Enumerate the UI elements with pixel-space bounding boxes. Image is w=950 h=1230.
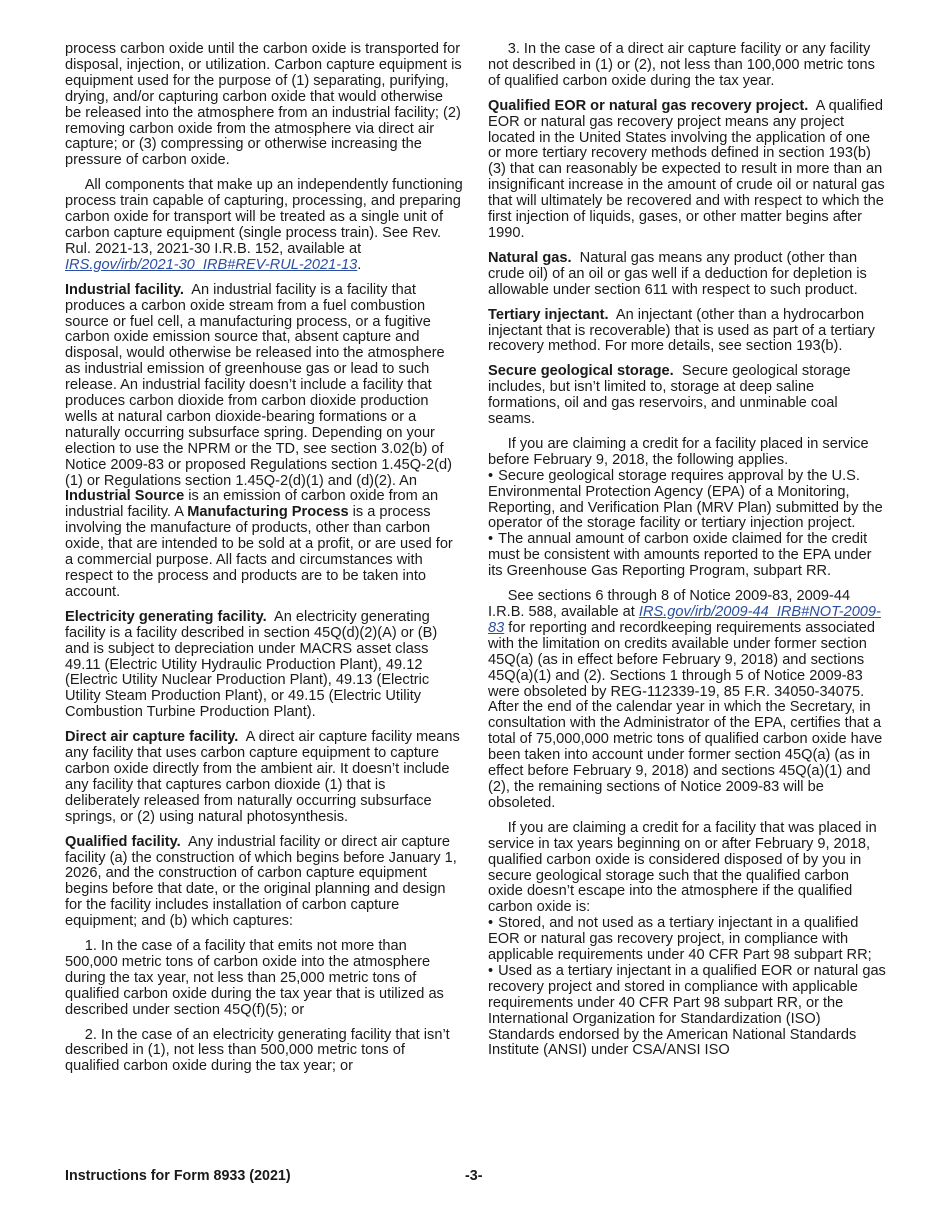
electricity-facility-paragraph: Electricity generating facility. An electricity generating facility is a facility described in section 45Q(d)(2)(A) or (B) and is subject to depreciation under MACRS asset class 49.11 (Electric Utility Hydraulic Production Plant), 49.12 (Electric Utility Nuclear Production Plant), 49.13 (Electric Utility Steam Production Plant), or 49.15 (Electric Utility Combustion Turbine Production Plant). bbox=[65, 608, 438, 721]
industrial-source-term: Industrial Source bbox=[65, 488, 185, 505]
direct-air-capture-paragraph: Direct air capture facility. A direct air capture facility means any facility that uses carbon capture equipment to capture carbon oxide directly from the ambient air. It doesn’t include any facility that captures carbon dioxide (1) that is deliberately released from naturally occurring subsurface springs, or (2) using natural photosynthesis. bbox=[65, 729, 460, 825]
manufacturing-process-term: Manufacturing Process bbox=[187, 504, 349, 521]
secure-storage-paragraph: Secure geological storage. Secure geological storage includes, but isn’t limited to, storage at deep saline formations, oil and gas reservoirs, and unminable coal seams. bbox=[488, 363, 851, 428]
form-title: Instructions for Form 8933 (2021) bbox=[65, 1168, 291, 1184]
industrial-facility-heading: Industrial facility. bbox=[65, 281, 184, 298]
eor-heading: Qualified EOR or natural gas recovery project. bbox=[488, 97, 809, 114]
page-number: -3- bbox=[465, 1168, 483, 1184]
bullet-mrv-plan: • Secure geological storage requires approval by the U.S. Environmental Protection Agency (EPA) of a Monitoring, Reporting, and Verification Plan (MRV Plan) submitted by the operator of the storage facility or tertiary injection project. bbox=[488, 469, 886, 533]
right-column bbox=[488, 42, 886, 1059]
after-2018-intro: If you are claiming a credit for a facility that was placed in service in tax years beginning on or after February 9, 2018, qualified carbon oxide is considered disposed of by you in secure geological storage such that the qualified carbon oxide doesn’t escape into the atmosphere if the qualified carbon oxide is: bbox=[488, 819, 877, 916]
qualified-item-3: 3. In the case of a direct air capture facility or any facility not described in (1) or (2), not less than 100,000 metric tons of qualified carbon oxide during the tax year. bbox=[488, 41, 875, 89]
eor-paragraph: Qualified EOR or natural gas recovery project. A qualified EOR or natural gas recovery project means any project located in the United States involving the application of one or more tertiary recovery methods defined in section 193(b)(3) that can reasonably be expected to result in more than an insignificant increase in the amount of crude oil or natural gas that will ultimately be recovered and with respect to which the first injection of liquids, gases, or other matter begins after 1990. bbox=[488, 97, 885, 241]
single-process-train-paragraph: All components that make up an independently functioning process train capable of capturing, processing, and preparing carbon oxide for transport will be treated as a single unit of carbon capture equipment (single process train). See Rev. Rul. 2021-13, 2021-30 I.R.B. 152, available at IRS.gov/irb/2021-30_IRB#REV-RUL-2021-13. bbox=[65, 177, 463, 273]
natural-gas-heading: Natural gas. bbox=[488, 249, 572, 266]
industrial-facility-paragraph: Industrial facility. An industrial facility is a facility that produces a carbon oxide stream from a fuel combustion source or fuel cell, a manufacturing process, or a fugitive carbon oxide emission source that, absent capture and disposal, would otherwise be released into the atmosphere as industrial emission of greenhouse gas or lead to such release. An industrial facility doesn’t include a facility that produces carbon dioxide from carbon dioxide production wells at natural carbon dioxide-bearing formations or a naturally occurring subsurface spring. Depending on your election to use the NPRM or the TD, see section 3.02(b) of Notice 2009-83 or proposed Regulations section 1.45Q-2(d)(1) or Regulations section 1.45Q-2(d)(1) and (d)(2). An Industrial Source is an emission of carbon oxide from an industrial facility. A Manufacturing Process is a process involving the manufacture of products, other than carbon oxide, that are intended to be sold at a profit, or are used for a commercial purpose. All facts and circumstances with respect to the process and products are to be taken into account. bbox=[65, 281, 453, 600]
bullet-tertiary-injectant: • Used as a tertiary injectant in a qualified EOR or natural gas recovery project and stored in compliance with applicable requirements under 40 CFR Part 98 subpart RR, or the International Organization for Standardization (ISO) Standards endorsed by the American National Standards Institute (ANSI) under CSA/ANSI ISO bbox=[488, 964, 886, 1059]
secure-storage-heading: Secure geological storage. bbox=[488, 363, 674, 380]
tertiary-injectant-heading: Tertiary injectant. bbox=[488, 306, 609, 323]
qualified-item-2: 2. In the case of an electricity generating facility that isn’t described in (1), not less than 500,000 metric tons of qualified carbon oxide during the tax year; or bbox=[65, 1026, 450, 1075]
qualified-facility-heading: Qualified facility. bbox=[65, 833, 181, 850]
page-footer bbox=[65, 1168, 886, 1184]
qualified-facility-paragraph: Qualified facility. Any industrial facility or direct air capture facility (a) the construction of which begins before January 1, 2026, and the construction of carbon capture equipment begins before that date, or the original planning and design for the facility includes installation of carbon capture equipment; and (b) which captures: bbox=[65, 833, 457, 930]
carbon-capture-paragraph: process carbon oxide until the carbon oxide is transported for disposal, injection, or utilization. Carbon capture equipment is equipment used for the purpose of (1) separating, purifying, drying, and/or capturing carbon oxide that would otherwise be released into the atmosphere from an industrial facility; (2) removing carbon oxide from the atmosphere via direct air capture; or (3) compressing or otherwise increasing the pressure of carbon oxide. bbox=[65, 41, 462, 169]
bullet-stored: • Stored, and not used as a tertiary injectant in a qualified EOR or natural gas recovery project, in compliance with applicable requirements under 40 CFR Part 98 subpart RR; bbox=[488, 916, 886, 964]
qualified-item-1: 1. In the case of a facility that emits not more than 500,000 metric tons of carbon oxide into the atmosphere during the tax year, not less than 25,000 metric tons of qualified carbon oxide during the tax year that is utilized as described under section 45Q(f)(5); or bbox=[65, 938, 444, 1018]
notice-link[interactable]: IRS.gov/irb/2009-44_IRB#NOT-2009-83 bbox=[488, 604, 881, 636]
left-column bbox=[65, 42, 463, 1084]
before-2018-intro: If you are claiming a credit for a facility placed in service before February 9, 2018, the following applies. bbox=[488, 435, 869, 468]
notice-2009-83-paragraph: See sections 6 through 8 of Notice 2009-83, 2009-44 I.R.B. 588, available at IRS.gov/irb/2009-44_IRB#NOT-2009-83 for reporting and recordkeeping requirements associated with the limitation on credits available under former section 45Q(a) (as in effect before February 9, 2018) and sections 45Q(a)(1) and (2). Sections 1 through 5 of Notice 2009-83 were obsoleted by REG-112339-19, 85 F.R. 34050-34075. After the end of the calendar year in which the Secretary, in consultation with the Administrator of the EPA, certifies that a total of 75,000,000 metric tons of qualified carbon oxide have been taken into account under former section 45Q(a) (as in effect before February 9, 2018) and sections 45Q(a)(1) and (2), the remaining sections of Notice 2009-83 will be obsoleted. bbox=[488, 588, 883, 811]
natural-gas-paragraph: Natural gas. Natural gas means any product (other than crude oil) of an oil or gas well if a deduction for depletion is allowable under section 611 with respect to such product. bbox=[488, 249, 867, 298]
bullet-annual-amount: • The annual amount of carbon oxide claimed for the credit must be consistent with amounts reported to the EPA under its Greenhouse Gas Reporting Program, subpart RR. bbox=[488, 532, 886, 580]
direct-air-capture-heading: Direct air capture facility. bbox=[65, 729, 239, 746]
rev-rul-link[interactable]: IRS.gov/irb/2021-30_IRB#REV-RUL-2021-13 bbox=[65, 256, 358, 273]
electricity-facility-heading: Electricity generating facility. bbox=[65, 608, 267, 625]
tertiary-injectant-paragraph: Tertiary injectant. An injectant (other than a hydrocarbon injectant that is recoverable) that is used as part of a tertiary recovery method. For more details, see section 193(b). bbox=[488, 306, 875, 355]
